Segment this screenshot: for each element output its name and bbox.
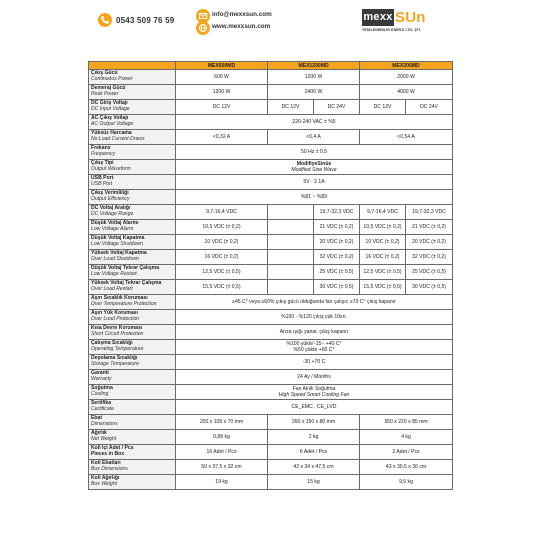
row-label-tr: Depolama Sıcaklığı [91,355,138,362]
cell-value-tr: Fan Akıllı Soğutma [292,386,336,392]
row-label [89,175,176,190]
cell-value: 16 Adet / Pcs [176,445,268,460]
cell-value: CE_EMC , CE_LVD [176,400,453,415]
table-row [89,400,453,415]
company-logo [362,9,436,37]
cell-value: 2 Adet / Pcs [360,445,453,460]
row-label [89,400,176,415]
row-label [89,355,176,370]
row-label [89,265,176,280]
cell-value: 4 kg [360,430,453,445]
row-label-en: Low Voltage Alarm [91,226,134,232]
cell-value: 0,88 kg [176,430,268,445]
row-label-tr: Düşük Voltaj Tekrar Çalışma [91,265,160,272]
row-label-en: Warranty [91,376,112,382]
row-label-en: Over Load Protection [91,316,140,322]
row-label [89,370,176,385]
row-label-tr: Sertifika [91,400,112,407]
row-label [89,295,176,310]
row-label [89,475,176,490]
table-row [89,205,453,220]
row-label-en: Operating Temperature [91,346,144,352]
table-row [89,475,453,490]
cell-value: 10 VDC (± 0,2) [360,235,406,250]
row-label [89,85,176,100]
cell-value: 24 Ay / Months [176,370,453,385]
cell-value-line: %50 yükte +60 C° [293,347,335,353]
cell-value: DC 24V [406,100,453,115]
globe-icon [196,21,210,35]
cell-value: DC 12V [268,100,314,115]
row-label-en: Over Load Shutdown [91,256,139,262]
row-label-en: Output Waveform [91,166,131,172]
cell-value: 21 VDC (± 0,2) [406,220,453,235]
row-label [89,460,176,475]
table-row [89,355,453,370]
cell-value [268,235,314,250]
table-row [89,190,453,205]
row-label-en: DC Voltage Range [91,211,134,217]
row-label [89,115,176,130]
row-label [89,325,176,340]
row-label-en: Low Voltage Restart [91,271,137,277]
phone-icon [98,13,112,27]
row-label-en: Short Circuit Protection [91,331,144,337]
cell-value: 2400 W [268,85,360,100]
cell-value: 6 Adet / Pcs [268,445,360,460]
header [0,0,550,50]
cell-value: 9,7-16,4 VDC [360,205,406,220]
cell-value: DC 24V [314,100,360,115]
table-row [89,265,453,280]
cell-value: 20 VDC (± 0,2) [406,235,453,250]
cell-value: 220-240 VAC ± %5 [176,115,453,130]
cell-value [268,265,314,280]
row-label-en: AC Output Voltage [91,121,134,127]
cell-value: 2000 W [360,70,453,85]
table-row [89,280,453,295]
row-label-tr: Çıkış Gücü [91,70,118,77]
row-label-tr: Frekans [91,145,111,152]
row-label-tr: Koli Ebatları [91,460,121,467]
cell-value: DC 12V [360,100,406,115]
table-row [89,295,453,310]
cell-value: 32 VDC (± 0,2) [314,250,360,265]
cell-value [176,385,453,400]
cell-value: 12,5 VDC (± 0,5) [360,265,406,280]
cell-value: <0,54 A [360,130,453,145]
row-label [89,220,176,235]
row-label [89,70,176,85]
cell-value: 350 x 220 x 85 mm [360,415,453,430]
table-row [89,460,453,475]
cell-value: 9,7-16,4 VDC [176,205,268,220]
row-label-en: Frequency [91,151,116,157]
row-label-en: Peak Power [91,91,119,97]
cell-value: 2 kg [268,430,360,445]
row-label [89,430,176,445]
model-header: MEX600MD [176,62,268,70]
row-label-tr: Çıkış Verimliliği [91,190,129,197]
cell-value: 19,7-32,3 VDC [314,205,360,220]
table-row [89,340,453,355]
cell-value: 12,5 VDC (± 0,5) [176,265,268,280]
table-row [89,85,453,100]
row-label-en: DC Input Voltage [91,106,130,112]
cell-value: 15,5 VDC (± 0,5) [176,280,268,295]
cell-value: 42 x 34 x 47,5 cm [268,460,360,475]
row-label-en: Pieces in Box [91,451,125,457]
cell-value-en: Modified Sine Wave [291,167,337,173]
row-label-en: Output Efficiency [91,196,130,202]
row-label-en: Cooling [91,391,109,397]
cell-value: 1200 W [268,70,360,85]
cell-value: 25 VDC (± 0,5) [406,265,453,280]
row-label [89,235,176,250]
cell-value: 200 x 105 x 70 mm [176,415,268,430]
cell-value: 30 VDC (± 0,5) [406,280,453,295]
row-label [89,340,176,355]
row-label-tr: AC Çıkış Voltajı [91,115,129,122]
table-row [89,100,453,115]
row-label-tr: Yüksek Voltaj Tekrar Çalışma [91,280,162,287]
row-label-en: Dimensions [91,421,118,427]
row-label-tr: Yüksek Voltaj Kapatma [91,250,147,257]
row-label-tr: Çıkış Tipi [91,160,114,167]
cell-value: 50 Hz ± 0,5 [176,145,453,160]
cell-value: 16 VDC (± 0,2) [176,250,268,265]
row-label-tr: Düşük Voltaj Kapatma [91,235,145,242]
cell-value: 15,5 VDC (± 0,5) [360,280,406,295]
email-link[interactable]: info@mexxsun.com [212,11,272,18]
row-label-tr: Aşırı Sıcaklık Koruması [91,295,148,302]
model-header: MEX1200MD [268,62,360,70]
logo-mexx: mexx [362,9,394,26]
row-label-en: Continuous Power [91,76,133,82]
row-label-en: Box Weight [91,481,117,487]
table-row [89,250,453,265]
cell-value: 4000 W [360,85,453,100]
row-label [89,445,176,460]
cell-value: 10 VDC (± 0,2) [176,235,268,250]
table-row [89,415,453,430]
cell-value-line: %100 yükte'-15~ +40 C° [286,341,342,347]
table-row [89,445,453,460]
table-row [89,220,453,235]
row-label-en: Net Weight [91,436,117,442]
model-header: MEX200MD [360,62,453,70]
row-label-en: USB Port [91,181,113,187]
cell-value: %100 - %120 çıkış yük 10sn. [176,310,453,325]
row-label [89,100,176,115]
cell-value: 19,7-32,3 VDC [406,205,453,220]
row-label-tr: Kısa Devre Koruması [91,325,143,332]
cell-value: 50 x 37,5 x 32 cm [176,460,268,475]
table-row [89,310,453,325]
cell-value [268,220,314,235]
table-row [89,70,453,85]
row-label [89,130,176,145]
table-row [89,325,453,340]
cell-value: 9,5 kg [360,475,453,490]
spec-table [88,61,453,490]
row-label [89,415,176,430]
row-label-tr: DC Giriş Voltajı [91,100,128,107]
cell-value [268,250,314,265]
row-label [89,310,176,325]
cell-value-tr: ModifiyeSinüs [296,161,332,167]
cell-value: Arıza ışığı yanar, çıkış kapanır [176,325,453,340]
cell-value: <0,32 A [176,130,268,145]
row-label-tr: Aşırı Yük Koruması [91,310,138,317]
row-label-tr: Düşük Voltaj Alarmı [91,220,139,227]
row-label-tr: Koli Ağırlığı [91,475,120,482]
cell-value: <0,4 A [268,130,360,145]
row-label-en: Over Temperature Protection [91,301,157,307]
row-label-tr: DC Voltaj Aralığı [91,205,131,212]
cell-value: 16 VDC (± 0,2) [360,250,406,265]
table-row [89,175,453,190]
cell-value: 32 VDC (± 0,2) [406,250,453,265]
website-link[interactable]: www.mexxsun.com [212,23,271,30]
cell-value: 10,5 VDC (± 0,2) [360,220,406,235]
row-label-tr: Soğutma [91,385,113,392]
row-label [89,385,176,400]
cell-value [176,160,453,175]
table-row [89,385,453,400]
row-label-tr: USB Port [91,175,114,182]
table-row [89,370,453,385]
cell-value: %81 ~ %89 [176,190,453,205]
row-label-tr: Ebat [91,415,103,422]
cell-value: 20 VDC (± 0,2) [314,235,360,250]
row-label [89,145,176,160]
row-label-tr: Garanti [91,370,109,377]
table-row [89,115,453,130]
table-row [89,130,453,145]
row-label-tr: Demeraj Gücü [91,85,126,92]
cell-value: 600 W [176,70,268,85]
table-row [89,235,453,250]
cell-value [176,340,453,355]
cell-value: 43 x 30,5 x 36 cm [360,460,453,475]
row-label-en: Over Load Restart [91,286,133,292]
cell-value: 10,5 VDC (± 0,2) [176,220,268,235]
cell-value: 19 kg [176,475,268,490]
cell-value-en: High Speed Smart Cooling Fan [278,392,350,398]
row-label [89,190,176,205]
row-label-tr: Yüksüz Harcama [91,130,132,137]
cell-value: 21 VDC (± 0,2) [314,220,360,235]
cell-value: 25 VDC (± 0,5) [314,265,360,280]
row-label-tr: Ağırlık [91,430,107,437]
row-label-tr: Koli İçi Adet / Pcs [91,445,134,452]
cell-value: -30 +70 C [176,355,453,370]
row-label-tr: Çalışma Sıcaklığı [91,340,133,347]
row-label-en: Certificate [91,406,114,412]
row-label-en: Low Voltage Shutdown [91,241,143,247]
table-row [89,430,453,445]
cell-value: 260 x 150 x 80 mm [268,415,360,430]
header-blank-cell [89,62,176,70]
row-label-en: Storage Temperature [91,361,139,367]
cell-value: 1200 W [176,85,268,100]
cell-value: 30 VDC (± 0,5) [314,280,360,295]
cell-value: ≥45 C° veya ≥60% çıkış gücü olduğunda fan çalışır, ≥70 C° çıkış kapanır [176,295,453,310]
row-label-en: Box Dimensions [91,466,128,472]
row-label-en: No Load Current Draws [91,136,145,142]
cell-value [268,280,314,295]
table-header-row [89,62,453,70]
row-label [89,250,176,265]
row-label [89,205,176,220]
logo-tagline: YENİLENEBİLİR ENERJİ LTD. ŞTİ. [362,28,422,32]
cell-value: DC 12V [176,100,268,115]
logo-sun: SUn [395,9,426,26]
row-label [89,280,176,295]
phone-number[interactable]: 0543 509 76 59 [116,16,175,25]
cell-value [268,205,314,220]
cell-value: 5V - 2.1A [176,175,453,190]
table-row [89,145,453,160]
table-row [89,160,453,175]
row-label [89,160,176,175]
cell-value: 15 kg [268,475,360,490]
